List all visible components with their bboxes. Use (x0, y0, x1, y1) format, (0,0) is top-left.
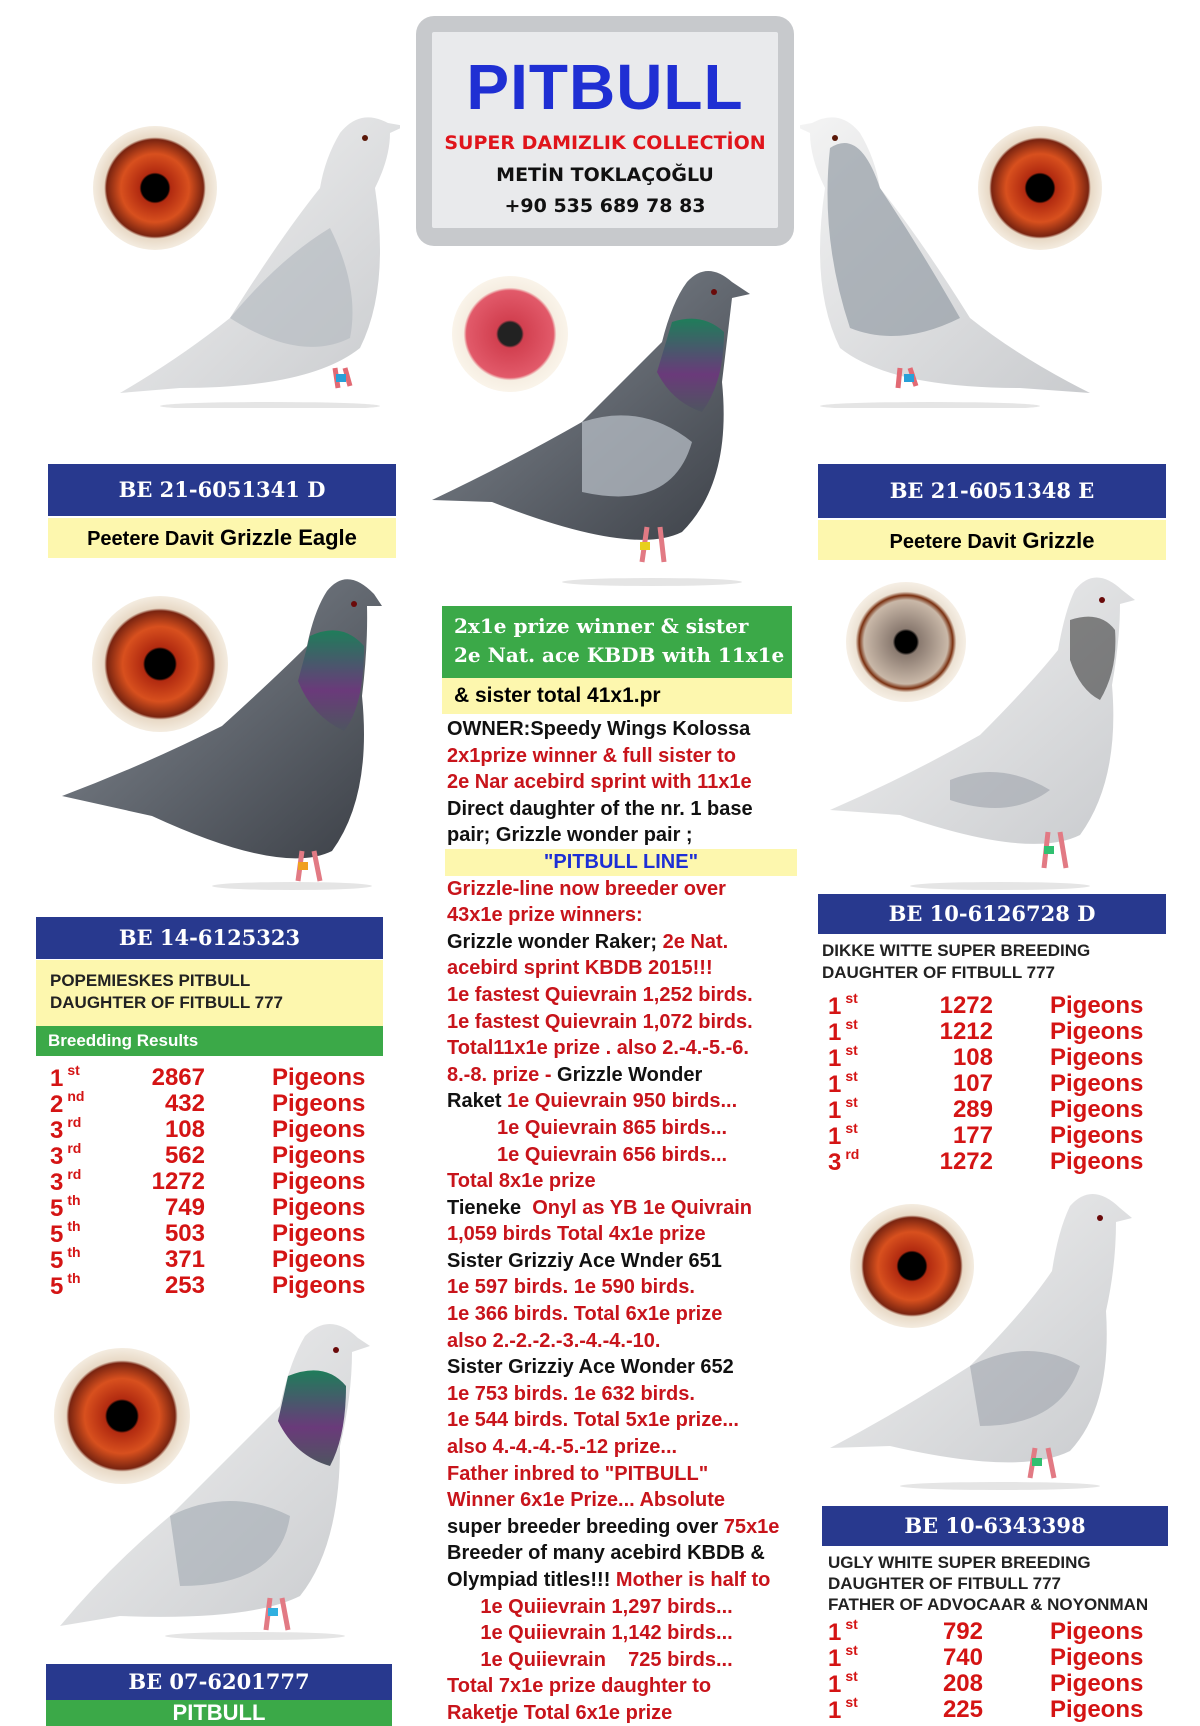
center-line (447, 1540, 807, 1567)
result-place-suffix: st (845, 1694, 858, 1710)
center-text-segment: OWNER:Speedy Wings Kolossa (447, 718, 751, 740)
result-place-suffix: th (67, 1270, 81, 1286)
result-row (50, 1220, 370, 1246)
center-line (447, 849, 807, 876)
center-line (447, 1594, 807, 1621)
result-row (828, 992, 1148, 1018)
center-line (447, 1062, 807, 1089)
mid-left-desc-line2: DAUGHTER OF FITBULL 777 (50, 993, 283, 1012)
result-place-suffix: st (845, 1068, 858, 1084)
result-unit: Pigeons (1050, 1696, 1144, 1723)
center-line (447, 822, 807, 849)
result-row (50, 1090, 370, 1116)
result-row (50, 1064, 370, 1090)
center-line (447, 1248, 807, 1275)
result-count: 371 (164, 1246, 205, 1273)
bottom-left-ring-bar (46, 1664, 392, 1700)
collection-subtitle: SUPER DAMIZLIK COLLECTİON (444, 132, 766, 154)
result-place-suffix: th (67, 1192, 81, 1208)
center-text-segment: 1e 753 birds. 1e 632 birds. (447, 1382, 695, 1405)
mid-left-results-title-bar (36, 1026, 383, 1056)
result-count: 177 (952, 1122, 993, 1149)
result-unit: Pigeons (1050, 1044, 1144, 1071)
center-text-segment: 1e Quiievrain 1,297 birds... (447, 1595, 733, 1618)
result-unit: Pigeons (1050, 992, 1144, 1019)
result-place-number: 1 (828, 1019, 842, 1046)
result-count: 108 (164, 1116, 205, 1143)
pitbull-line-highlight: "PITBULL LINE" (445, 849, 797, 876)
center-text-segment: pair; Grizzle wonder pair ; (447, 824, 693, 847)
center-line (447, 1354, 807, 1381)
bottom-left-ring-number: BE 07-6201777 (128, 1669, 310, 1694)
result-count: 108 (952, 1044, 993, 1071)
center-text-segment: Mother is half to (615, 1569, 771, 1591)
top-right-bird-name (818, 520, 1166, 563)
top-right-ring-bar (818, 464, 1166, 518)
result-count: 432 (164, 1090, 205, 1117)
center-line (447, 1274, 807, 1301)
result-unit: Pigeons (272, 1116, 366, 1143)
center-text-segment: Grizzle-line now breeder over (447, 877, 726, 900)
result-unit: Pigeons (272, 1168, 366, 1195)
result-count: 208 (942, 1670, 983, 1697)
result-count: 749 (164, 1194, 205, 1221)
center-text-segment: Breeder of many acebird KBDB & (447, 1542, 765, 1565)
result-place-suffix: th (67, 1244, 81, 1260)
center-text-segment: 2e Nar acebird sprint with 11x1e (447, 771, 752, 794)
result-row (50, 1168, 370, 1194)
top-left-pigeon-photo (60, 88, 400, 408)
mid-left-results-table (50, 1064, 370, 1298)
result-place (828, 1696, 858, 1725)
center-line (447, 1673, 807, 1700)
center-line (447, 1195, 807, 1222)
result-place-suffix: st (845, 1668, 858, 1684)
bottom-right-ring-bar (822, 1506, 1168, 1546)
result-count: 107 (952, 1070, 993, 1097)
center-text-segment: Total11x1e prize . also 2.-4.-5.-6. (447, 1037, 749, 1060)
center-line (447, 1700, 807, 1726)
result-place-number: 3 (50, 1117, 64, 1144)
center-yellow-line: & sister total 41x1.pr (454, 684, 661, 707)
center-line (447, 955, 807, 982)
result-unit: Pigeons (1050, 1122, 1144, 1149)
center-text-segment: 2e Nat. (662, 930, 729, 953)
center-text-segment: Raket (447, 1090, 508, 1113)
result-count: 289 (952, 1096, 993, 1123)
result-place-number: 5 (50, 1273, 64, 1300)
result-count: 1272 (939, 1148, 993, 1175)
center-line (447, 1487, 807, 1514)
mid-left-pigeon-photo (62, 566, 382, 896)
top-left-name-bold: Grizzle Eagle (219, 525, 357, 550)
result-unit: Pigeons (1050, 1618, 1144, 1645)
center-text-segment: 1e 544 birds. Total 5x1e prize... (447, 1409, 739, 1432)
result-place-suffix: th (67, 1218, 81, 1234)
center-text-segment: 1e Quievrain 950 birds... (507, 1090, 738, 1113)
mid-right-desc (822, 940, 1172, 984)
mid-right-pigeon-photo (830, 570, 1150, 890)
bottom-left-bird-name: PITBULL (172, 1700, 266, 1725)
result-place-number: 1 (828, 1619, 842, 1646)
result-count: 1272 (939, 992, 993, 1019)
center-line (447, 929, 807, 956)
result-row (50, 1116, 370, 1142)
result-place-number: 1 (828, 1645, 842, 1672)
center-text-segment: 1e Quiievrain 1,142 birds... (447, 1622, 733, 1645)
bottom-right-pigeon-photo (830, 1186, 1160, 1491)
result-place-suffix: st (845, 1016, 858, 1032)
header-panel (416, 16, 794, 246)
center-text-segment: Total 8x1e prize (447, 1170, 596, 1193)
result-count: 503 (164, 1220, 205, 1247)
center-green-line1: 2x1e prize winner & sister (454, 614, 749, 638)
result-place-number: 1 (828, 1123, 842, 1150)
result-unit: Pigeons (272, 1194, 366, 1221)
result-place-number: 1 (828, 1045, 842, 1072)
bottom-left-name-bar (46, 1700, 392, 1726)
center-text-segment: 8.-8. prize - (447, 1063, 558, 1086)
center-line (447, 902, 807, 929)
mid-right-results-table (828, 992, 1148, 1174)
bottom-right-results-table (828, 1618, 1148, 1722)
top-right-name-box (818, 520, 1166, 560)
result-unit: Pigeons (272, 1220, 366, 1247)
mid-left-ring-bar (36, 917, 383, 959)
center-text-segment: Winner 6x1e Prize... Absolute (447, 1489, 726, 1512)
top-right-ring-number: BE 21-6051348 E (889, 478, 1095, 503)
result-place-suffix: st (845, 1094, 858, 1110)
center-text-segment: Tieneke (447, 1196, 533, 1219)
result-unit: Pigeons (1050, 1018, 1144, 1045)
result-place-number: 1 (50, 1065, 64, 1092)
result-unit: Pigeons (272, 1090, 366, 1117)
result-unit: Pigeons (272, 1272, 366, 1299)
result-unit: Pigeons (272, 1064, 366, 1091)
bottom-right-desc-line3: FATHER OF ADVOCAAR & NOYONMAN (828, 1595, 1149, 1614)
center-text-segment: Olympiad titles!!! (447, 1569, 616, 1591)
center-text-segment: 2x1prize winner & full sister to (447, 744, 736, 767)
center-text-segment: 1,059 birds Total 4x1e prize (447, 1223, 706, 1246)
result-place-suffix: rd (67, 1140, 82, 1156)
page-title: PITBULL (466, 51, 744, 123)
center-line (447, 1168, 807, 1195)
center-description (447, 716, 807, 1726)
center-text-segment: Father inbred to "PITBULL" (447, 1462, 709, 1485)
top-right-pigeon-photo (800, 88, 1140, 408)
center-line (447, 1301, 807, 1328)
result-place-suffix: rd (67, 1114, 82, 1130)
result-place-suffix: rd (845, 1146, 860, 1162)
result-count: 2867 (151, 1064, 205, 1091)
result-row (50, 1272, 370, 1298)
center-yellow-bar (442, 678, 792, 714)
result-row (828, 1148, 1148, 1174)
mid-right-desc-line1: DIKKE WITTE SUPER BREEDING (822, 941, 1091, 960)
result-place-number: 5 (50, 1247, 64, 1274)
center-line (447, 876, 807, 903)
result-row (50, 1142, 370, 1168)
center-text-segment: also 2.-2.-2.-3.-4.-4.-10. (447, 1329, 661, 1352)
result-place-number: 3 (828, 1149, 842, 1176)
result-row (828, 1122, 1148, 1148)
result-unit: Pigeons (1050, 1644, 1144, 1671)
center-text-segment: Total 7x1e prize daughter to (447, 1675, 712, 1698)
result-unit: Pigeons (1050, 1670, 1144, 1697)
center-text-segment: 43x1e prize winners: (447, 904, 643, 927)
center-text-segment: Onyl as YB 1e Quivrain (532, 1196, 752, 1219)
center-line (447, 1381, 807, 1408)
center-line (447, 1407, 807, 1434)
result-count: 740 (942, 1644, 983, 1671)
result-place-number: 3 (50, 1143, 64, 1170)
result-count: 562 (164, 1142, 205, 1169)
center-line (447, 769, 807, 796)
center-line (447, 1647, 807, 1674)
top-left-ring-bar (48, 464, 396, 516)
center-text-segment: super breeder breeding over (447, 1515, 724, 1538)
center-green-bar (442, 606, 792, 678)
result-place-suffix: nd (67, 1088, 85, 1104)
top-right-name-plain: Peetere Davit (889, 531, 1017, 553)
result-place (828, 1148, 859, 1177)
result-unit: Pigeons (1050, 1070, 1144, 1097)
result-row (828, 1618, 1148, 1644)
result-place-number: 3 (50, 1169, 64, 1196)
result-row (828, 1070, 1148, 1096)
center-text-segment: 1e Quievrain 656 birds... (447, 1143, 728, 1166)
center-line (447, 1142, 807, 1169)
center-line (447, 1461, 807, 1488)
top-right-name-bold: Grizzle (1022, 528, 1095, 553)
top-left-ring-number: BE 21-6051341 D (118, 477, 326, 502)
center-line (447, 743, 807, 770)
center-line (447, 1620, 807, 1647)
result-row (50, 1246, 370, 1272)
result-count: 225 (942, 1696, 983, 1723)
result-place-number: 2 (50, 1091, 64, 1118)
result-row (828, 1644, 1148, 1670)
mid-right-desc-line2: DAUGHTER OF FITBULL 777 (822, 963, 1055, 982)
mid-left-results-title: Breedding Results (48, 1031, 199, 1050)
center-text-segment: acebird sprint KBDB 2015!!! (447, 957, 713, 980)
bottom-right-desc-line1: UGLY WHITE SUPER BREEDING (828, 1553, 1091, 1572)
header-inner (432, 32, 778, 228)
result-place-number: 1 (828, 993, 842, 1020)
bottom-right-desc (828, 1552, 1188, 1615)
result-place-suffix: st (845, 1120, 858, 1136)
center-line (447, 1514, 807, 1541)
result-place-suffix: st (845, 1616, 858, 1632)
center-text-segment: Grizzle wonder Raker; (447, 930, 663, 953)
result-unit: Pigeons (1050, 1096, 1144, 1123)
result-count: 1212 (939, 1018, 993, 1045)
result-count: 1272 (151, 1168, 205, 1195)
result-place-suffix: st (67, 1062, 80, 1078)
center-green-line2: 2e Nat. ace KBDB with 11x1e (454, 643, 785, 667)
center-line (447, 1035, 807, 1062)
top-left-name-plain: Peetere Davit (87, 528, 214, 550)
result-count: 253 (164, 1272, 205, 1299)
result-place-number: 1 (828, 1671, 842, 1698)
result-place-suffix: rd (67, 1166, 82, 1182)
mid-left-ring-number: BE 14-6125323 (118, 925, 301, 950)
center-line (447, 796, 807, 823)
center-line (447, 1434, 807, 1461)
top-left-name-box (48, 518, 396, 558)
bottom-left-pigeon-photo (40, 1316, 370, 1641)
center-line (447, 1567, 807, 1594)
center-text-segment: also 4.-4.-4.-5.-12 prize... (447, 1436, 678, 1459)
result-unit: Pigeons (1050, 1148, 1144, 1175)
mid-right-ring-bar (818, 894, 1166, 934)
result-place-suffix: st (845, 990, 858, 1006)
center-text-segment: 1e fastest Quievrain 1,072 birds. (447, 1010, 753, 1033)
center-text-segment: Raketje Total 6x1e prize (447, 1701, 673, 1724)
result-place (50, 1272, 81, 1301)
result-place-number: 1 (828, 1697, 842, 1724)
result-place-number: 5 (50, 1221, 64, 1248)
center-pigeon-photo (432, 262, 777, 586)
center-line (447, 1115, 807, 1142)
result-place-number: 5 (50, 1195, 64, 1222)
center-line (447, 1009, 807, 1036)
result-unit: Pigeons (272, 1246, 366, 1273)
center-text-segment: 1e 366 birds. Total 6x1e prize (447, 1303, 723, 1326)
center-line (447, 1221, 807, 1248)
center-text-segment: Sister Grizziy Ace Wonder 652 (447, 1356, 734, 1379)
result-place-number: 1 (828, 1097, 842, 1124)
center-line (447, 1328, 807, 1355)
center-line (447, 716, 807, 743)
mid-left-desc-box (36, 960, 383, 1026)
center-text-segment: 1e 597 birds. 1e 590 birds. (447, 1276, 695, 1299)
owner-phone: +90 535 689 78 83 (504, 195, 706, 217)
result-place-suffix: st (845, 1042, 858, 1058)
center-text-segment: Direct daughter of the nr. 1 base (447, 797, 753, 820)
mid-right-ring-number: BE 10-6126728 D (888, 901, 1096, 926)
center-text-segment: 1e fastest Quievrain 1,252 birds. (447, 983, 753, 1006)
result-place-suffix: st (845, 1642, 858, 1658)
bottom-right-desc-line2: DAUGHTER OF FITBULL 777 (828, 1574, 1061, 1593)
result-row (828, 1696, 1148, 1722)
center-text-segment: 1e Quiievrain 725 birds... (447, 1648, 733, 1671)
result-unit: Pigeons (272, 1142, 366, 1169)
center-line (447, 982, 807, 1009)
result-place-number: 1 (828, 1071, 842, 1098)
result-row (50, 1194, 370, 1220)
center-text-segment: Grizzle Wonder (557, 1063, 703, 1086)
center-text-segment: 75x1e (723, 1515, 780, 1538)
top-left-bird-name (48, 518, 396, 559)
center-text-segment: Sister Grizziy Ace Wnder 651 (447, 1249, 722, 1272)
result-row (828, 1670, 1148, 1696)
bottom-right-ring-number: BE 10-6343398 (904, 1513, 1086, 1538)
owner-name: METİN TOKLAÇOĞLU (496, 164, 714, 186)
result-row (828, 1044, 1148, 1070)
result-row (828, 1096, 1148, 1122)
center-text-segment: 1e Quievrain 865 birds... (447, 1116, 728, 1139)
result-row (828, 1018, 1148, 1044)
center-line (447, 1088, 807, 1115)
result-count: 792 (942, 1618, 983, 1645)
mid-left-desc-line1: POPEMIESKES PITBULL (50, 971, 251, 990)
